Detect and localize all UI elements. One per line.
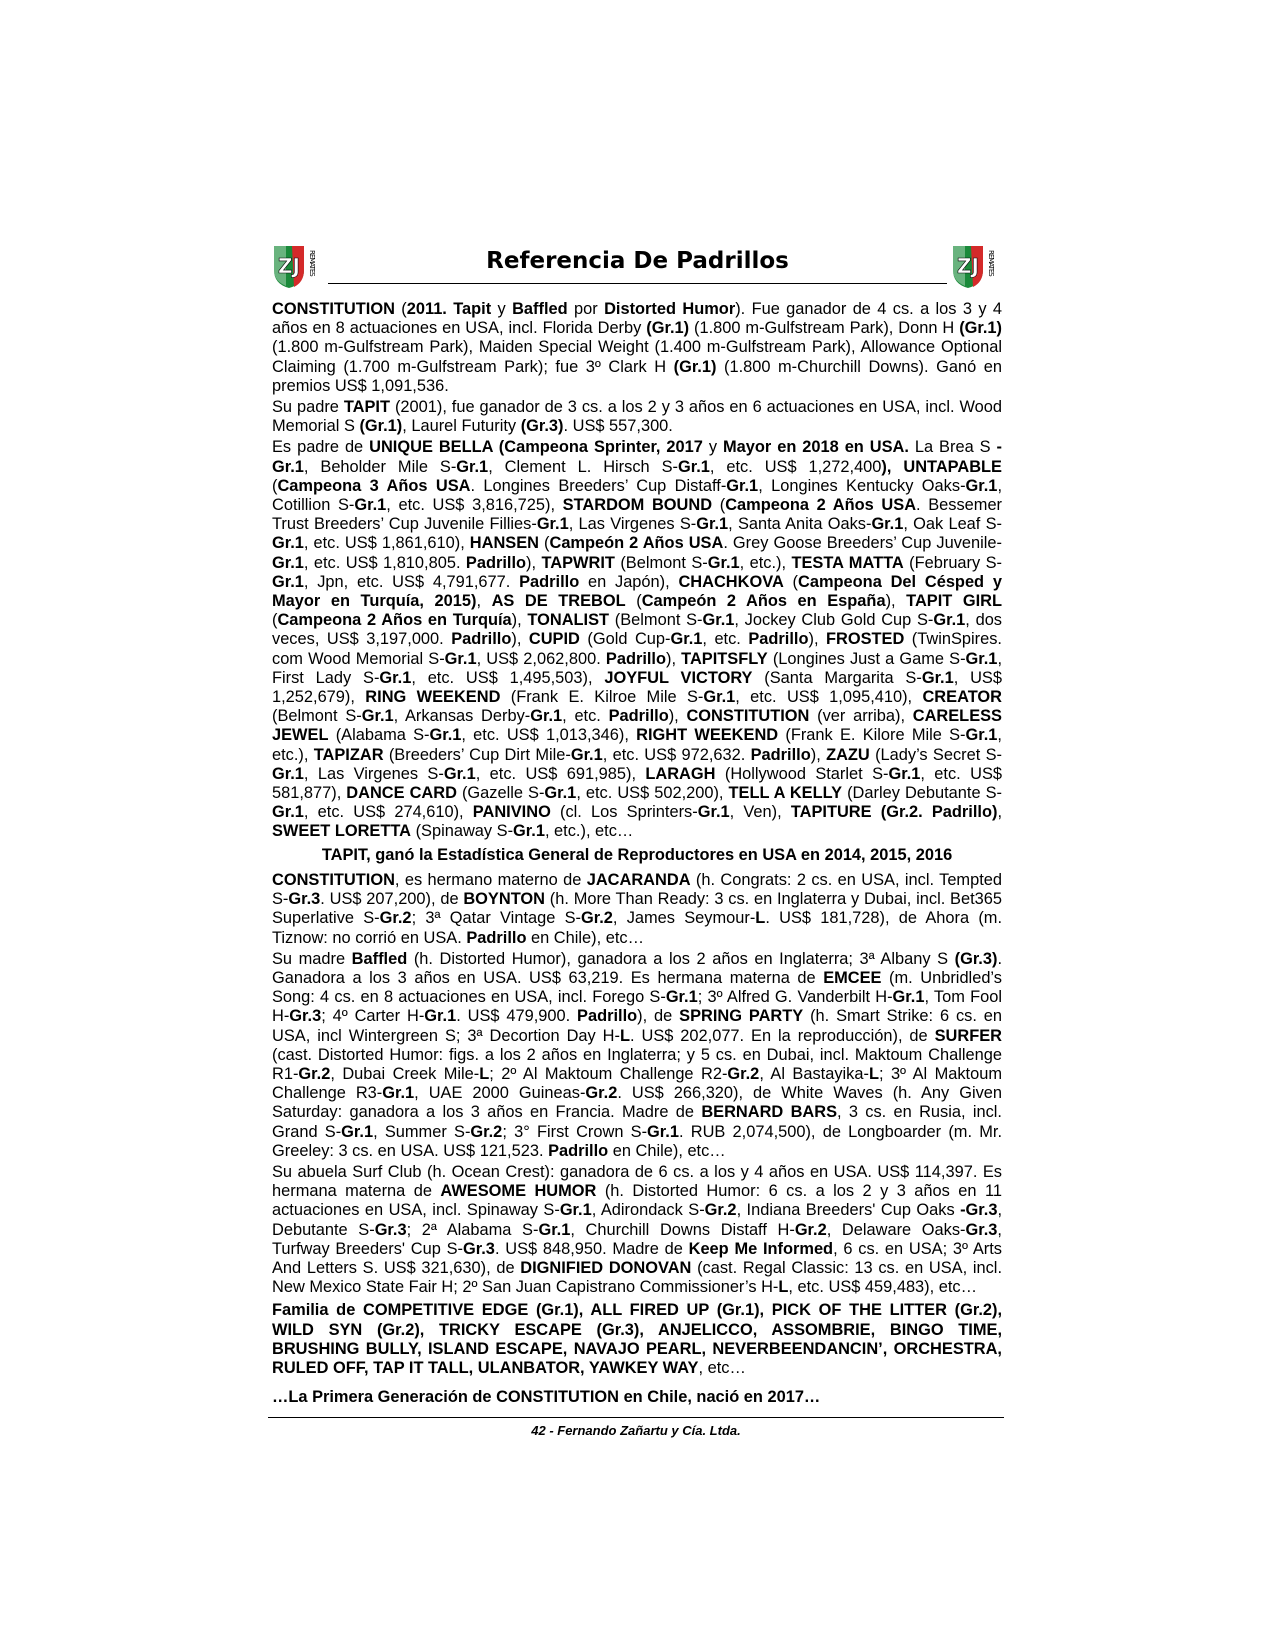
text-run: CUPID <box>528 630 580 649</box>
text-run: Gr.3 <box>374 1220 407 1239</box>
text-run: , Las Virgenes S- <box>303 764 444 783</box>
text-run: y <box>702 438 723 457</box>
text-run: (Gold Cup- <box>579 630 671 649</box>
text-run: Gr.1 <box>670 630 703 649</box>
text-run: ), <box>666 649 682 668</box>
text-run: SURFER <box>934 1026 1002 1045</box>
text-run: ( <box>394 300 407 318</box>
text-run: , etc.), etc… <box>544 822 634 841</box>
text-run: (h. Congrats: 2 cs. en USA, incl. Tempted S- <box>272 870 1002 909</box>
text-run: LARAGH <box>645 764 716 783</box>
text-run: . Ganadora a los 3 años en USA. US$ 63,219. Es hermana materna de <box>272 949 1002 987</box>
text-run: . Longines Breeders’ Cup Distaff- <box>470 476 727 495</box>
text-run: . Grey Goose Breeders’ Cup Juvenile- <box>723 534 1002 553</box>
text-run: Gr.1 <box>538 1220 571 1239</box>
text-run: ZAZU <box>826 745 870 764</box>
text-run: ; 3º Al Maktoum Challenge R3- <box>272 1064 1002 1103</box>
text-run: Campeón 2 Años en España <box>641 592 886 611</box>
text-run: (Gr.1) <box>359 417 403 436</box>
family-suffix: , etc… <box>698 1358 746 1377</box>
text-run: y <box>491 300 513 318</box>
text-run: en Japón), <box>579 572 679 591</box>
text-run: -Gr.1 <box>272 438 1002 476</box>
text-run: Gr.1 <box>341 1122 374 1141</box>
sire-father-paragraph <box>272 398 1002 436</box>
text-run: . RUB 2,074,500), de Longboarder (m. Mr. Greeley: 3 cs. en USA. US$ 121,523. <box>272 1122 1002 1160</box>
text-run: Padrillo <box>605 649 667 668</box>
text-run: . US$ 202,077. En la reproducción), de <box>629 1026 935 1045</box>
zj-remates-logo <box>949 240 1005 290</box>
text-run: Gr.1 <box>933 611 966 630</box>
text-run: JOYFUL VICTORY <box>604 668 753 687</box>
text-run: Gr.1 <box>559 1201 592 1220</box>
text-run: (Frank E. Kilroe Mile S- <box>500 688 704 707</box>
text-run: SPRING PARTY <box>679 1007 804 1026</box>
text-run: . US$ 557,300. <box>563 417 673 436</box>
text-run: Gr.1 <box>444 649 477 668</box>
text-run: Gr.1 <box>361 707 394 726</box>
text-run: CHACHKOVA <box>678 572 784 591</box>
sire-intro-paragraph <box>272 300 1002 396</box>
text-run: Baffled <box>512 300 568 318</box>
text-run: Campeona 2 Años USA <box>725 496 917 515</box>
text-run: (Spinaway S- <box>411 822 514 841</box>
text-run: TAPIT GIRL <box>906 592 1003 611</box>
text-run: Gr.3 <box>463 1239 495 1258</box>
text-run: Campeona 2 Años en Turquía <box>277 611 512 630</box>
text-run: Gr.1 <box>696 515 729 534</box>
text-run: , Las Virgenes S- <box>568 515 697 534</box>
text-run: ), <box>810 745 827 764</box>
text-run: (Lady’s Secret S- <box>869 745 1002 764</box>
text-run: Gr.1 <box>382 1084 415 1103</box>
text-run: . US$ 479,900. <box>456 1007 578 1026</box>
text-run: EMCEE <box>823 968 882 987</box>
closing-note: …La Primera Generación de CONSTITUTION en Chile, nació en 2017… <box>272 1388 821 1407</box>
text-run: CONSTITUTION <box>272 870 395 889</box>
text-run: , etc. US$ 3,816,725), <box>386 496 563 515</box>
text-run: Gr.1 <box>272 534 304 553</box>
text-run: (ver arriba), <box>809 707 913 726</box>
siblings-paragraph <box>272 871 1002 948</box>
text-run: Gr.1 <box>354 496 387 515</box>
text-run: (h. More Than Ready: 3 cs. en Inglaterra y Dubai, incl. Bet365 Superlative S- <box>272 890 1002 928</box>
text-run: , Arkansas Derby- <box>393 707 531 726</box>
text-run: , etc. <box>562 707 609 726</box>
text-run: , First Lady S- <box>272 649 1002 687</box>
text-run: Keep Me Informed <box>688 1239 834 1258</box>
text-run: Gr.1 <box>513 822 545 841</box>
text-run: ( <box>712 496 726 515</box>
text-run: , Longines Kentucky Oaks- <box>758 476 966 495</box>
text-run: ; 2º Al Maktoum Challenge R2- <box>489 1064 728 1083</box>
text-run: , Laurel Futurity <box>402 417 521 436</box>
text-run: AWESOME HUMOR <box>440 1182 597 1201</box>
text-run: (1.800 m-Churchill Downs). Ganó en premios US$ 1,091,536. <box>272 357 1002 395</box>
stat-highlight: TAPIT, ganó la Estadística General de Reproductores en USA en 2014, 2015, 2016 <box>321 845 953 864</box>
text-run: ; 2ª Alabama S- <box>406 1220 539 1239</box>
text-run: Gr.1 <box>530 707 563 726</box>
text-run: ; 3° First Crown S- <box>502 1122 648 1141</box>
text-run: (Alabama S- <box>328 726 430 745</box>
text-run: DANCE CARD <box>346 784 457 803</box>
text-run: Gr.1 <box>707 553 740 572</box>
text-run: ; 4º Carter H- <box>321 1007 425 1026</box>
text-run: (Belmont S- <box>272 707 362 726</box>
text-run: . US$ 181,728), de Ahora (m. Tiznow: no corrió en USA. <box>272 909 1003 947</box>
text-run: Padrillo <box>748 630 809 649</box>
page-title: Referencia De Padrillos <box>486 248 789 274</box>
text-run: Gr.2 <box>704 1201 737 1220</box>
text-run: (h. Distorted Humor), ganadora a los 2 años en Inglaterra; 3ª Albany S <box>407 949 955 968</box>
text-run: Padrillo <box>548 1141 609 1160</box>
text-run: , US$ 1,252,679), <box>272 668 1002 707</box>
text-run: Gr.3 <box>289 1007 322 1026</box>
text-run: , Delaware Oaks- <box>826 1220 966 1239</box>
svg-text:REMATES: REMATES <box>987 250 995 276</box>
text-run: Gr.2 <box>470 1122 503 1141</box>
text-run: Su padre <box>272 398 344 417</box>
text-run: Gr.1 <box>965 649 998 668</box>
text-run: (Hollywood Starlet S- <box>715 764 889 783</box>
text-run: , Al Bastayika- <box>759 1064 869 1083</box>
text-run: , etc. US$ 1,810,805. <box>303 553 466 572</box>
text-run: TELL A KELLY <box>728 784 843 803</box>
text-run: Gr.1 <box>456 457 489 476</box>
text-run: Gr.1 <box>871 515 904 534</box>
text-run: Gr.2 <box>585 1084 618 1103</box>
text-run: Gr.1 <box>443 764 476 783</box>
text-run: ), de <box>637 1007 680 1026</box>
text-run: en Chile), etc… <box>608 1141 726 1160</box>
text-run: Padrillo <box>451 630 512 649</box>
text-run: , <box>997 803 1003 822</box>
text-run: , UAE 2000 Guineas- <box>414 1084 586 1103</box>
text-run: por <box>567 300 605 318</box>
text-run: TAPIZAR <box>313 745 384 764</box>
family-text: Familia de COMPETITIVE EDGE (Gr.1), ALL FIRED UP (Gr.1), PICK OF THE LITTER (Gr.2), WILD SYN (Gr.2), TRICKY ESCAPE (Gr.3), ANJELICCO, ASSOMBRIE, BINGO TIME, BRUSHING BULLY, ISLAND ESCAPE, NAVAJO PEARL, NEVERBEENDANCIN’, ORCHESTRA, RULED OFF, TAP IT TALL, ULANBATOR, YAWKEY WAY <box>272 1301 1002 1377</box>
text-run: (cast. Distorted Humor: figs. a los 2 años en Inglaterra; y 5 cs. en Dubai, incl. Maktoum Challenge R1- <box>272 1045 1002 1083</box>
text-run: Gr.2 <box>727 1064 760 1083</box>
text-run: , Debutante S- <box>272 1201 1003 1239</box>
document-body <box>272 300 1002 1409</box>
text-run: , etc. US$ 459,483), etc… <box>788 1278 977 1297</box>
text-run: (1.800 m-Gulfstream Park), Donn H <box>689 319 960 338</box>
text-run: en Chile), etc… <box>526 928 644 947</box>
text-run: Gr.1 <box>726 476 759 495</box>
text-run: (1.800 m-Gulfstream Park), Maiden Special Weight (1.400 m-Gulfstream Park), Allowance Optional Claiming (1.700 m-Gulfstream Park); fue 3º Clark H <box>272 338 1002 376</box>
text-run: ), <box>511 611 528 630</box>
text-run: Gr.1 <box>424 1007 457 1026</box>
text-run: . US$ 848,950. Madre de <box>494 1239 689 1258</box>
text-run: , etc. US$ 1,861,610), <box>303 534 470 553</box>
text-run: ( <box>272 476 278 495</box>
text-run: BOYNTON <box>463 890 546 909</box>
text-run: . Bessemer Trust Breeders’ Cup Juvenile Fillies- <box>272 496 1003 534</box>
text-run: , etc. US$ 274,610), <box>303 803 473 822</box>
text-run: Gr.1 <box>888 764 921 783</box>
text-run: Padrillo <box>577 1007 638 1026</box>
text-run: , etc. US$ 972,632. <box>602 745 751 764</box>
text-run: , etc. US$ 1,495,503), <box>411 668 605 687</box>
text-run: , 6 cs. en USA; 3º Arts And Letters S. US$ 321,630), de <box>272 1239 1003 1277</box>
text-run: Gr.1 <box>665 988 698 1007</box>
text-run: L <box>755 909 766 928</box>
text-run: , Turfway Breeders' Cup S- <box>272 1220 1002 1258</box>
text-run: Gr.3 <box>288 890 321 909</box>
text-run: Padrillo <box>519 572 580 591</box>
text-run: ), UNTAPABLE <box>881 457 1002 476</box>
text-run: (Belmont S- <box>609 611 703 630</box>
text-run: Gr.1 <box>536 515 569 534</box>
text-run: , Cotillion S- <box>272 476 1002 515</box>
text-run: , dos veces, US$ 3,197,000. <box>272 611 1003 649</box>
text-run: , etc. US$ 581,877), <box>272 764 1002 803</box>
text-run: , Oak Leaf S- <box>903 515 1002 534</box>
text-run: , Indiana Breeders' Cup Oaks <box>736 1201 961 1220</box>
text-run: (Frank E. Kilore Mile S- <box>778 726 966 745</box>
text-run: , es hermano materno de <box>394 870 587 889</box>
text-run: (Gr.3) <box>520 417 564 436</box>
text-run: Padrillo <box>608 707 669 726</box>
text-run: (February S- <box>903 553 1003 572</box>
text-run: , etc. US$ 502,200), <box>576 784 729 803</box>
text-run: TAPWRIT <box>541 553 615 572</box>
text-run: CREATOR <box>922 688 1002 707</box>
text-run: Distorted Humor <box>604 300 736 318</box>
text-run: ), <box>668 707 687 726</box>
text-run: ; 3ª Qatar Vintage S- <box>411 909 581 928</box>
text-run: L <box>619 1026 630 1045</box>
text-run: , James Seymour- <box>612 909 756 928</box>
text-run: , etc.), <box>739 553 792 572</box>
text-run: Campeón 2 Años USA <box>549 534 724 553</box>
text-run: TAPITSFLY <box>681 649 768 668</box>
footer-rule <box>268 1417 1004 1418</box>
text-run: , etc. <box>702 630 749 649</box>
text-run: (h. Smart Strike: 6 cs. en USA, incl Wintergreen S; 3ª Decortion Day H- <box>272 1007 1002 1045</box>
text-run: Padrillo <box>465 553 527 572</box>
text-run: (Longines Just a Game S- <box>767 649 966 668</box>
text-run: , Ven), <box>729 803 791 822</box>
text-run: JACARANDA <box>586 870 691 889</box>
text-run: , Jockey Club Gold Cup S- <box>734 611 934 630</box>
text-run: (cl. Los Sprinters- <box>550 803 698 822</box>
text-run: (Santa Margarita S- <box>752 668 922 687</box>
text-run: , Santa Anita Oaks- <box>728 515 872 534</box>
text-run: Gr.1 <box>703 688 736 707</box>
text-run: . US$ 207,200), de <box>320 890 464 909</box>
text-run: , etc. US$ 1,013,346), <box>461 726 637 745</box>
page-footer: 42 - Fernando Zañartu y Cía. Ltda. <box>531 1423 741 1438</box>
text-run: L <box>479 1064 490 1083</box>
text-run: RIGHT WEEKEND <box>636 726 779 745</box>
text-run: Mayor en 2018 en USA. <box>722 438 909 457</box>
text-run: ), <box>526 553 542 572</box>
text-run: 2011. Tapit <box>406 300 492 318</box>
text-run: , Jpn, etc. US$ 4,791,677. <box>303 572 520 591</box>
text-run: Gr.1 <box>647 1122 679 1141</box>
text-run: TAPITURE (Gr.2. Padrillo) <box>790 803 998 822</box>
text-run: , Beholder Mile S- <box>303 457 457 476</box>
header-rule <box>328 283 947 284</box>
text-run: , etc.), <box>272 726 1002 764</box>
text-run: (cast. Regal Classic: 13 cs. en USA, incl. New Mexico State Fair H; 2º San Juan Capistrano Commissioner’s H- <box>272 1258 1003 1297</box>
text-run: ( <box>783 572 799 591</box>
text-run: ( <box>272 611 278 630</box>
text-run: CONSTITUTION <box>686 707 810 726</box>
text-run: TAPIT <box>343 398 390 417</box>
text-run: Gr.1 <box>921 668 954 687</box>
text-run: AS DE TREBOL <box>491 592 626 611</box>
text-run: Gr.2 <box>794 1220 827 1239</box>
text-run: (Gr.1) <box>959 319 1002 338</box>
text-run: , US$ 2,062,800. <box>476 649 606 668</box>
text-run: Su madre <box>272 949 352 968</box>
text-run: Baffled <box>351 949 408 968</box>
text-run: Su abuela Surf Club (h. Ocean Crest): ganadora de 6 cs. a los y 4 años en USA. US$ 114,397. Es hermana materna de <box>272 1162 1002 1201</box>
text-run: Gr.2 <box>379 909 412 928</box>
text-run: UNIQUE BELLA (Campeona Sprinter, 2017 <box>369 438 703 457</box>
text-run: Gr.1 <box>272 764 304 783</box>
text-run: RING WEEKEND <box>365 688 501 707</box>
text-run: (Gr.3) <box>954 949 998 968</box>
text-run: La Brea S <box>908 438 997 457</box>
text-run: Gr.1 <box>272 803 304 822</box>
text-run: Gr.1 <box>677 457 710 476</box>
text-run: , 3 cs. en Rusia, incl. Grand S- <box>272 1103 1002 1141</box>
text-run: Gr.2 <box>298 1064 331 1083</box>
text-run: ). Fue ganador de 4 cs. a los 3 y 4 años en 8 actuaciones en USA, incl. Florida Derby <box>272 300 1003 338</box>
text-run: (Belmont S- <box>614 553 708 572</box>
text-run: (Gazelle S- <box>456 784 545 803</box>
page-header <box>270 240 1005 290</box>
text-run: ), <box>808 630 826 649</box>
text-run: (Gr.1) <box>673 357 717 376</box>
text-run: . US$ 266,320), de White Waves (h. Any Given Saturday: ganadora a los 3 años en Francia. Madre de <box>272 1084 1003 1122</box>
text-run: Gr.1 <box>702 611 735 630</box>
text-run: , Dubai Creek Mile- <box>330 1064 480 1083</box>
text-run: Gr.1 <box>570 745 603 764</box>
text-run: Gr.1 <box>272 572 304 591</box>
text-run: ; 3º Alfred G. Vanderbilt H- <box>697 988 893 1007</box>
text-run: Gr.1 <box>272 553 304 572</box>
text-run: (Breeders’ Cup Dirt Mile- <box>383 745 571 764</box>
zj-remates-logo <box>270 240 326 290</box>
text-run: , Adirondack S- <box>591 1201 705 1220</box>
text-run: , Summer S- <box>373 1122 471 1141</box>
text-run: DIGNIFIED DONOVAN <box>520 1258 692 1277</box>
text-run: , Churchill Downs Distaff H- <box>570 1220 795 1239</box>
text-run: (Gr.1) <box>646 319 690 338</box>
text-run: Gr.1 <box>544 784 577 803</box>
text-run: Gr.1 <box>965 726 998 745</box>
text-run: Gr.1 <box>892 988 925 1007</box>
text-run: Padrillo <box>466 928 527 947</box>
sire-progeny-paragraph <box>272 438 1002 841</box>
text-run: (Darley Debutante S- <box>842 784 1002 803</box>
text-run: , etc. US$ 691,985), <box>475 764 646 783</box>
text-run: Gr.1 <box>379 668 412 687</box>
text-run: , <box>476 592 492 611</box>
text-run: Campeona Del Césped y Mayor en Turquía, 2015) <box>272 572 1002 611</box>
text-run: HANSEN <box>469 534 539 553</box>
svg-text:REMATES: REMATES <box>308 250 316 276</box>
text-run: Gr.1 <box>965 476 998 495</box>
text-run: STARDOM BOUND <box>562 496 713 515</box>
text-run: L <box>778 1278 789 1297</box>
text-run: Es padre de <box>272 438 370 457</box>
granddam-paragraph <box>272 1163 1002 1297</box>
text-run: ( <box>625 592 642 611</box>
text-run: (TwinSpires. com Wood Memorial S- <box>272 630 1002 668</box>
svg-text:ZJ: ZJ <box>278 254 300 278</box>
text-run: (m. Unbridled’s Song: 4 cs. en 8 actuaciones en USA, incl. Forego S- <box>272 968 1002 1007</box>
text-run: Campeona 3 Años USA <box>277 476 471 495</box>
text-run: PANIVINO <box>472 803 551 822</box>
text-run: ), <box>511 630 529 649</box>
family-paragraph <box>272 1301 1002 1378</box>
text-run: (h. Distorted Humor: 6 cs. a los 2 y 3 años en 11 actuaciones en USA, incl. Spinaway S- <box>272 1182 1002 1220</box>
text-run: ), <box>885 592 907 611</box>
text-run: Gr.1 <box>697 803 730 822</box>
text-run: BERNARD BARS <box>701 1103 838 1122</box>
text-run: (2001), fue ganador de 3 cs. a los 2 y 3 años en 6 actuaciones en USA, incl. Wood Memorial S <box>272 398 1003 436</box>
text-run: -Gr.3 <box>960 1201 998 1220</box>
text-run: , etc. US$ 1,272,400 <box>709 457 882 476</box>
text-run: , Tom Fool H- <box>272 988 1002 1026</box>
text-run: Gr.2 <box>581 909 613 928</box>
text-run: TESTA MATTA <box>791 553 904 572</box>
text-run: TONALIST <box>527 611 610 630</box>
svg-text:ZJ: ZJ <box>957 254 979 278</box>
text-run: , etc. US$ 1,095,410), <box>735 688 923 707</box>
text-run: ( <box>539 534 550 553</box>
text-run: CONSTITUTION <box>272 300 395 318</box>
text-run: Gr.1 <box>429 726 462 745</box>
text-run: Padrillo <box>750 745 811 764</box>
text-run: , Clement L. Hirsch S- <box>488 457 678 476</box>
text-run: CARELESS JEWEL <box>272 707 1002 745</box>
text-run: SWEET LORETTA <box>272 822 412 841</box>
text-run: Gr.3 <box>965 1220 998 1239</box>
dam-paragraph <box>272 950 1002 1161</box>
text-run: L <box>868 1064 879 1083</box>
text-run: FROSTED <box>826 630 905 649</box>
